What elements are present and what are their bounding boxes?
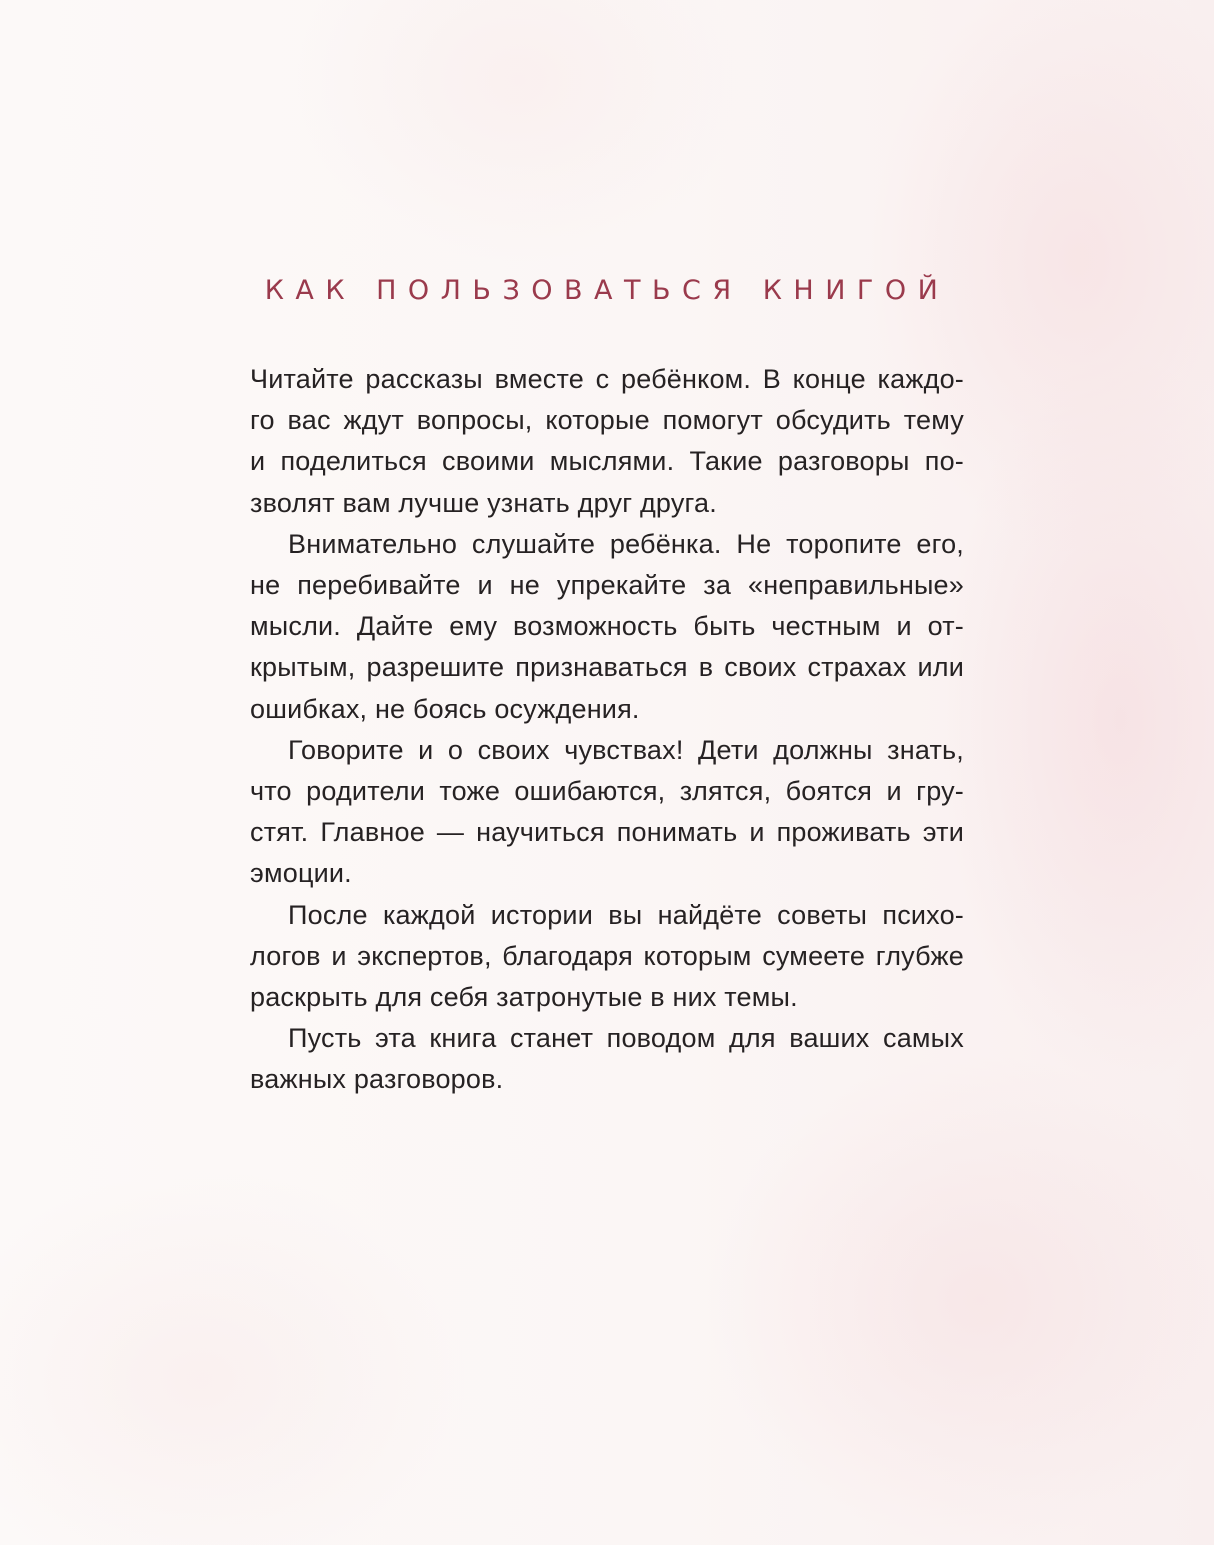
text-line: и поделиться своими мыслями. Такие разговоры по- bbox=[250, 446, 964, 477]
body-text bbox=[250, 359, 964, 1101]
paragraph bbox=[250, 359, 964, 524]
text-line: После каждой истории вы найдёте советы психо- bbox=[288, 899, 964, 930]
text-line: зволят вам лучше узнать друг друга. bbox=[250, 487, 717, 518]
text-line: раскрыть для себя затронутые в них темы. bbox=[250, 982, 798, 1013]
text-line: эмоции. bbox=[250, 858, 352, 889]
paragraph bbox=[250, 730, 964, 895]
text-line: важных разговоров. bbox=[250, 1064, 504, 1095]
text-line: мысли. Дайте ему возможность быть честным и от- bbox=[250, 611, 964, 642]
text-line: стят. Главное — научиться понимать и проживать эти bbox=[250, 817, 964, 848]
text-line: Говорите и о своих чувствах! Дети должны знать, bbox=[288, 734, 964, 765]
text-line: ошибках, не боясь осуждения. bbox=[250, 693, 640, 724]
text-line: что родители тоже ошибаются, злятся, боятся и гру- bbox=[250, 776, 964, 807]
page-heading: КАК ПОЛЬЗОВАТЬСЯ КНИГОЙ bbox=[264, 275, 950, 306]
text-line: го вас ждут вопросы, которые помогут обсудить тему bbox=[250, 405, 964, 436]
paragraph bbox=[250, 895, 964, 1019]
text-line: Читайте рассказы вместе с ребёнком. В конце каждо- bbox=[250, 364, 964, 394]
paragraph bbox=[250, 1018, 964, 1100]
text-line: крытым, разрешите признаваться в своих страхах или bbox=[250, 652, 964, 683]
text-line: логов и экспертов, благодаря которым сумеете глубже bbox=[250, 940, 964, 971]
text-line: не перебивайте и не упрекайте за «неправильные» bbox=[250, 570, 964, 601]
text-line: Пусть эта книга станет поводом для ваших самых bbox=[288, 1023, 964, 1054]
paragraph bbox=[250, 524, 964, 730]
text-line: Внимательно слушайте ребёнка. Не торопите его, bbox=[288, 528, 964, 559]
